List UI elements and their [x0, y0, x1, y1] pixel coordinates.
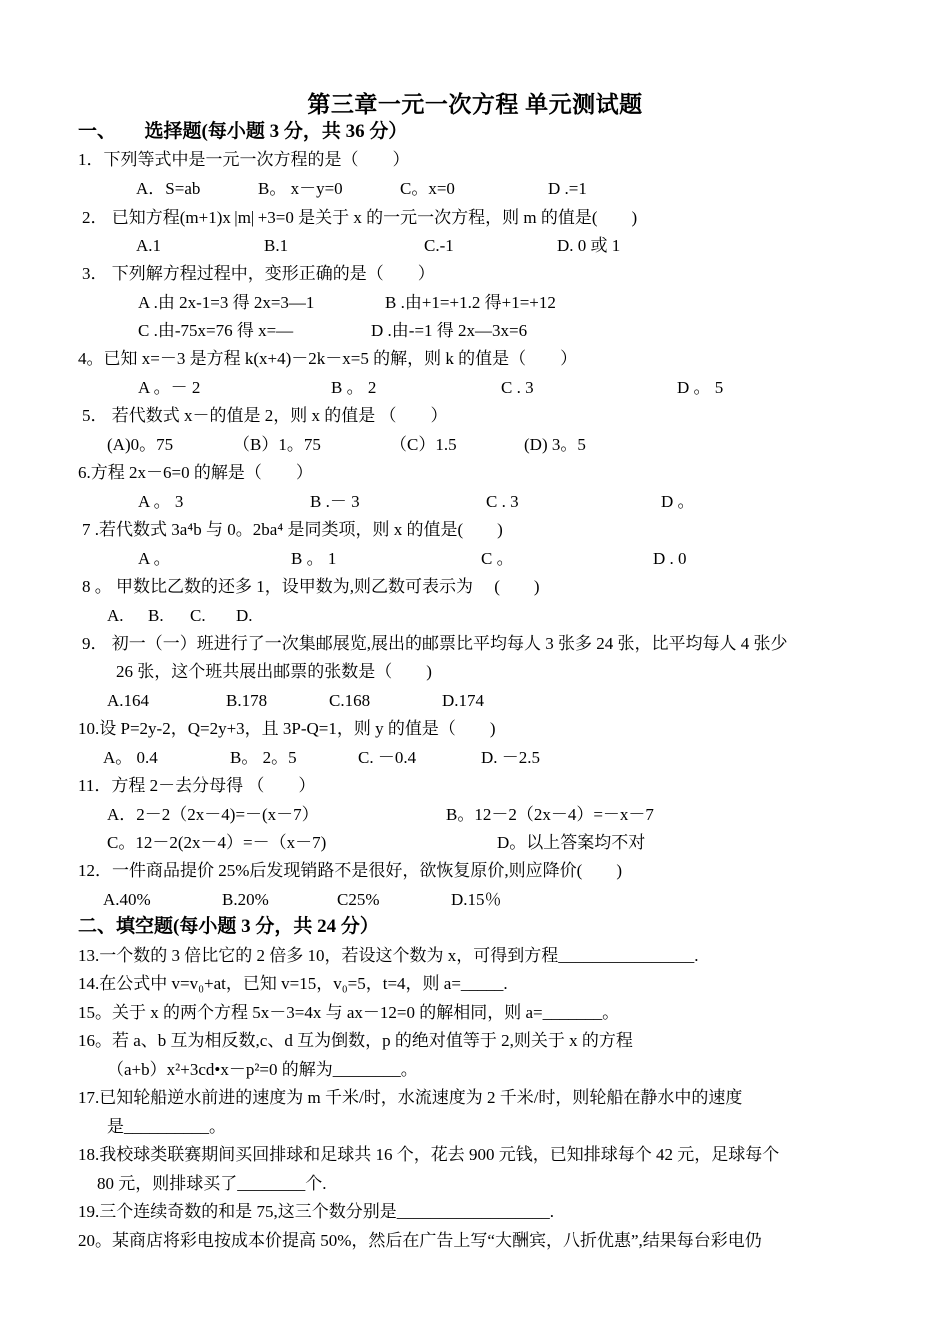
option-b: B。 2。5 — [230, 748, 297, 767]
question-19: 19.三个连续奇数的和是 75,这三个数分别是__________________. — [78, 1202, 554, 1221]
option-a: A。 0.4 — [103, 748, 158, 767]
question-12: 12．一件商品提价 25%后发现销路不是很好，欲恢复原价,则应降价( ) — [78, 861, 622, 880]
section-heading-fill-in: 二、填空题(每小题 3 分，共 24 分） — [78, 916, 379, 937]
question-4: 4。已知 x=－3 是方程 k(x+4)－2k－x=5 的解，则 k 的值是（ ） — [78, 349, 578, 368]
question-8: 8 。 甲数比乙数的还多 1，设甲数为,则乙数可表示为 ( ) — [82, 577, 540, 596]
option-d: D. 0 或 1 — [557, 236, 621, 255]
option-c: C.-1 — [424, 236, 454, 255]
option-b: B .由+1=+1.2 得+1=+12 — [385, 293, 556, 312]
option-b: B。 x－y=0 — [258, 179, 343, 198]
option-c: C . 3 — [501, 378, 534, 397]
option-c: C。12－2(2x－4）=－（x－7) — [107, 833, 327, 852]
option-c: （C）1.5 — [390, 435, 457, 454]
option-a: A.1 — [136, 236, 162, 255]
question-10: 10.设 P=2y-2，Q=2y+3，且 3P-Q=1，则 y 的值是（ ) — [78, 719, 496, 738]
question-17-continued: 是__________。 — [107, 1117, 226, 1136]
option-a: A．S=ab — [136, 179, 201, 198]
question-7: 7 .若代数式 3a⁴b 与 0。2ba⁴ 是同类项，则 x 的值是( ) — [82, 520, 503, 539]
option-b: B.178 — [226, 691, 268, 710]
option-b: B.20% — [222, 890, 269, 909]
option-c: C。x=0 — [400, 179, 455, 198]
option-b: B。12－2（2x－4）=－x－7 — [446, 805, 654, 824]
option-b: B.1 — [264, 236, 289, 255]
option-b: （B）1。75 — [233, 435, 321, 454]
option-d: D 。 — [661, 492, 695, 511]
option-a: A.40% — [103, 890, 151, 909]
option-a: A.164 — [107, 691, 150, 710]
question-15: 15。关于 x 的两个方程 5x－3=4x 与 ax－12=0 的解相同，则 a=_______。 — [78, 1003, 620, 1022]
question-6: 6.方程 2x－6=0 的解是（ ） — [78, 463, 313, 482]
option-d: (D) 3。5 — [524, 435, 586, 454]
option-a: A 。 3 — [138, 492, 184, 511]
option-a: A .由 2x-1=3 得 2x=3—1 — [138, 293, 315, 312]
question-16-continued: （a+b）x²+3cd•x－p²=0 的解为________。 — [107, 1060, 418, 1079]
option-c: C .由-75x=76 得 x=— — [138, 321, 294, 340]
option-a: (A)0。75 — [107, 435, 174, 454]
option-a: A．2－2（2x－4)=－(x－7） — [107, 805, 319, 824]
section-heading-choice: 一、 选择题(每小题 3 分，共 36 分） — [78, 121, 408, 142]
option-d: D .=1 — [548, 179, 587, 198]
option-c: C25% — [337, 890, 380, 909]
option-c: C. — [190, 606, 206, 625]
question-2: 2． 已知方程(m+1)x |m| +3=0 是关于 x 的一元一次方程，则 m 的值是( ) — [82, 208, 638, 227]
option-d: D。以上答案均不对 — [497, 833, 646, 852]
option-d: D . 0 — [653, 549, 687, 568]
option-c: C. －0.4 — [358, 748, 417, 767]
option-d: D. — [236, 606, 253, 625]
question-13: 13.一个数的 3 倍比它的 2 倍多 10，若设这个数为 x，可得到方程________________. — [78, 946, 699, 965]
question-9: 9． 初一（一）班进行了一次集邮展览,展出的邮票比平均每人 3 张多 24 张，比平均每人 4 张少 — [82, 634, 788, 653]
question-11: 11．方程 2－去分母得 （ ） — [78, 776, 316, 795]
option-c: C 。 — [481, 549, 514, 568]
question-1: 1．下列等式中是一元一次方程的是（ ） — [78, 150, 410, 169]
option-d: D .由-=1 得 2x—3x=6 — [371, 321, 528, 340]
question-5: 5． 若代数式 x－的值是 2，则 x 的值是 （ ） — [82, 406, 448, 425]
option-b: B .－ 3 — [310, 492, 360, 511]
question-20: 20。某商店将彩电按成本价提高 50%，然后在广告上写“大酬宾，八折优惠”,结果每台彩电仍 — [78, 1231, 762, 1250]
question-3: 3． 下列解方程过程中，变形正确的是（ ） — [82, 264, 435, 283]
option-c: C.168 — [329, 691, 371, 710]
question-18: 18.我校球类联赛期间买回排球和足球共 16 个，花去 900 元钱，已知排球每个 42 元，足球每个 — [78, 1145, 780, 1164]
option-d: D 。 5 — [677, 378, 724, 397]
question-14: 14.在公式中 v=v₀+at，已知 v=15，v₀=5，t=4，则 a=_____. — [78, 974, 508, 993]
question-16: 16。若 a、b 互为相反数,c、d 互为倒数，p 的绝对值等于 2,则关于 x 的方程 — [78, 1031, 633, 1050]
option-a: A 。－ 2 — [138, 378, 201, 397]
option-d: D. －2.5 — [481, 748, 541, 767]
option-b: B 。 2 — [331, 378, 377, 397]
question-17: 17.已知轮船逆水前进的速度为 m 千米/时，水流速度为 2 千米/时，则轮船在静水中的速度 — [78, 1088, 743, 1107]
option-d: D.174 — [442, 691, 485, 710]
option-d: D.15％ — [451, 890, 502, 909]
option-c: C . 3 — [486, 492, 519, 511]
page-title: 第三章一元一次方程 单元测试题 — [307, 92, 643, 117]
option-b: B. — [148, 606, 164, 625]
option-b: B 。 1 — [291, 549, 337, 568]
option-a: A. — [107, 606, 124, 625]
question-18-continued: 80 元，则排球买了________个. — [97, 1174, 327, 1193]
option-a: A 。 — [138, 549, 171, 568]
question-9-continued: 26 张，这个班共展出邮票的张数是（ ) — [116, 662, 432, 681]
